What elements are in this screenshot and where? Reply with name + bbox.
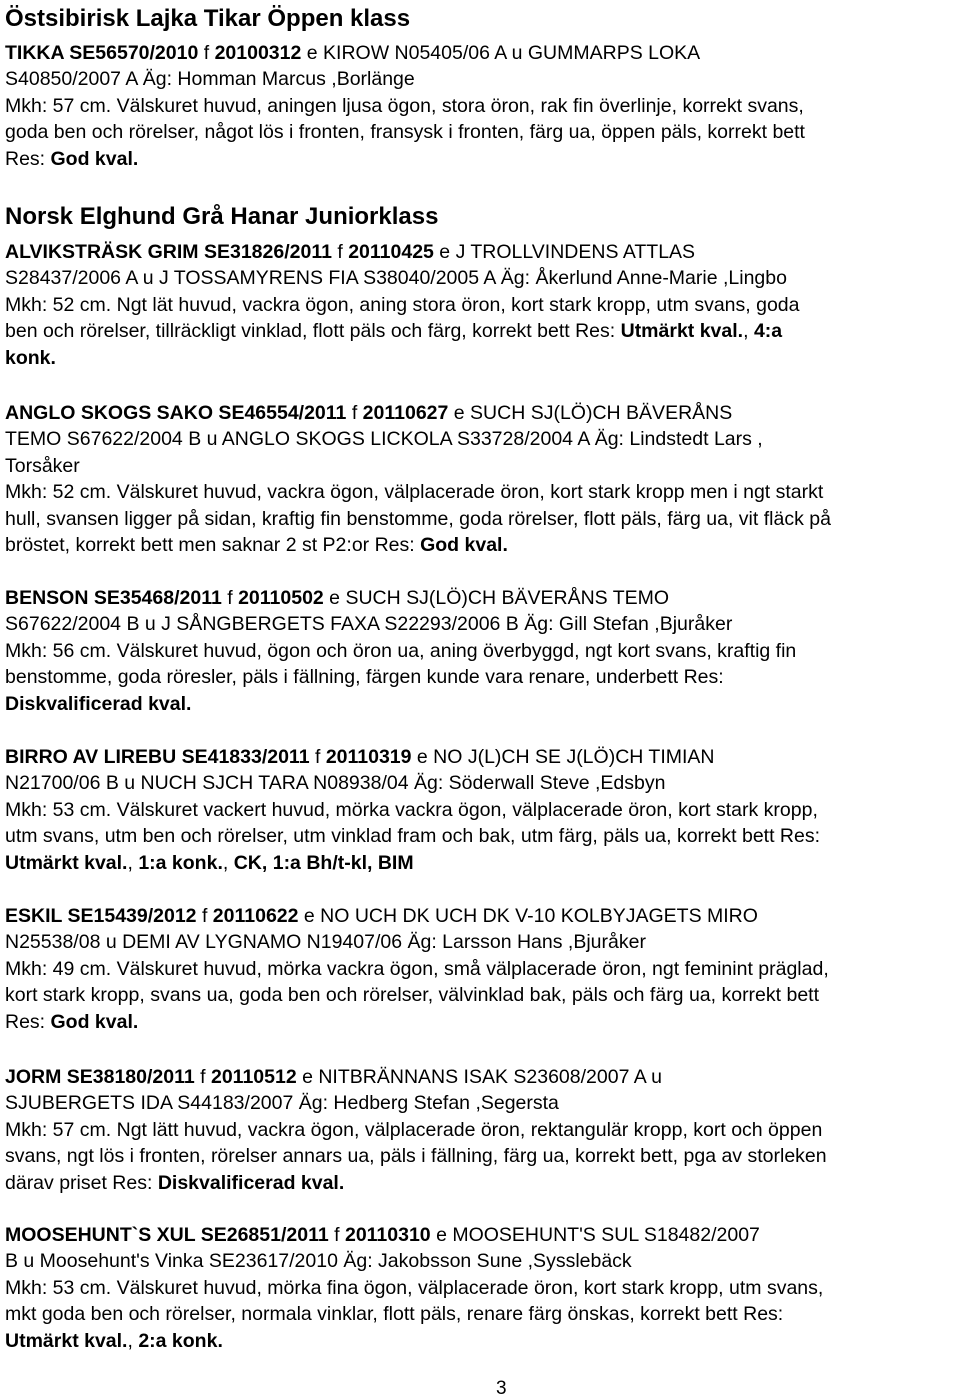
entry-line xyxy=(5,265,960,291)
bold-text: God kval. xyxy=(420,533,508,556)
body-text: f xyxy=(196,905,213,927)
body-text: S28437/2006 A u J TOSSAMYRENS FIA S38040/2005 A Äg: Åkerlund Anne-Marie ,Lingbo xyxy=(5,267,787,290)
entry-line xyxy=(5,611,960,637)
section-title: Norsk Elghund Grå Hanar Juniorklass xyxy=(5,203,439,230)
entry-line xyxy=(5,40,960,66)
entry-line xyxy=(5,664,960,690)
body-text: Mkh: 57 cm. Välskuret huvud, aningen ljusa ögon, stora öron, rak fin överlinje, korrekt svans, xyxy=(5,94,804,117)
entry-line xyxy=(5,453,960,479)
entry-line xyxy=(5,770,960,796)
entry-line xyxy=(5,982,960,1008)
body-text: Torsåker xyxy=(5,454,80,477)
body-text: e SUCH SJ(LÖ)CH BÄVERÅNS TEMO xyxy=(323,587,670,609)
body-text: , xyxy=(127,851,139,874)
entry-line xyxy=(5,691,960,717)
body-text: , xyxy=(743,320,754,343)
bold-text: CK, 1:a Bh/t-kl, BIM xyxy=(233,851,414,874)
bold-text: 20110512 xyxy=(210,1066,297,1088)
bold-text: 20110310 xyxy=(344,1224,431,1246)
body-text: TEMO S67622/2004 B u ANGLO SKOGS LICKOLA S33728/2004 A Äg: Lindstedt Lars , xyxy=(5,428,763,451)
entry-line xyxy=(5,400,960,426)
body-text: goda ben och rörelser, något lös i fronten, fransysk i fronten, färg ua, öppen päls, korrekt bett xyxy=(5,121,805,144)
body-text: e NO J(L)CH SE J(LÖ)CH TIMIAN xyxy=(411,746,715,768)
entry-line xyxy=(5,1090,960,1116)
body-text: Mkh: 52 cm. Välskuret huvud, vackra ögon, välplacerade öron, kort stark kropp men i ngt starkt xyxy=(5,481,824,504)
body-text: e NITBRÄNNANS ISAK S23608/2007 A u xyxy=(296,1066,662,1088)
body-text: benstomme, goda röresler, päls i fällning, färgen kunde vara renare, underbett Res: xyxy=(5,666,724,689)
body-text: bröstet, korrekt bett men saknar 2 st P2:or Res: xyxy=(5,533,421,556)
entry-birro-av-lirebu xyxy=(5,744,960,876)
body-text: kort stark kropp, svans ua, goda ben och rörelser, välvinklad bak, päls och färg ua, korrekt bett xyxy=(5,984,820,1007)
entry-line xyxy=(5,823,960,849)
body-text: Mkh: 56 cm. Välskuret huvud, ögon och öron ua, aning överbyggd, ngt kort svans, kraftig fin xyxy=(5,639,797,662)
bold-text: 2:a konk. xyxy=(138,1329,223,1352)
body-text: f xyxy=(198,42,215,64)
body-text: svans, ngt lös i fronten, rörelser annars ua, päls i fällning, färg ua, korrekt bett, pga av storleken xyxy=(5,1145,827,1168)
body-text: Mkh: 53 cm. Välskuret huvud, mörka fina ögon, välplacerade öron, kort stark kropp, utm svans, xyxy=(5,1276,824,1299)
body-text: Mkh: 52 cm. Ngt lät huvud, vackra ögon, aning stora öron, kort stark kropp, utm svans, goda xyxy=(5,293,800,316)
body-text: e MOOSEHUNT'S SUL S18482/2007 xyxy=(430,1224,760,1246)
entry-line xyxy=(5,744,960,770)
entry-line xyxy=(5,1301,960,1327)
entry-line xyxy=(5,1222,960,1248)
bold-text: Diskvalificerad kval. xyxy=(5,692,192,715)
bold-text: 20110627 xyxy=(362,402,449,424)
body-text: S40850/2007 A Äg: Homman Marcus ,Borlänge xyxy=(5,68,415,91)
entry-line xyxy=(5,506,960,532)
entry-line xyxy=(5,1143,960,1169)
bold-text: God kval. xyxy=(50,1010,139,1033)
body-text: Mkh: 49 cm. Välskuret huvud, mörka vackra ögon, små välplacerade öron, ngt feminint präglad, xyxy=(5,957,829,980)
entry-line xyxy=(5,345,960,371)
body-text: f xyxy=(309,746,326,768)
body-text: Mkh: 53 cm. Välskuret vackert huvud, mörka vackra ögon, välplacerade öron, kort stark kropp, xyxy=(5,798,818,821)
entry-anglo-skogs-sako xyxy=(5,400,960,558)
bold-text: 4:a xyxy=(753,320,783,343)
entry-line xyxy=(5,850,960,876)
body-text: f xyxy=(194,1066,211,1088)
body-text: e J TROLLVINDENS ATTLAS xyxy=(433,241,696,263)
entry-line xyxy=(5,66,960,92)
body-text: mkt goda ben och rörelser, normala vinklar, flott päls, renare färg önskas, korrekt bett Res: xyxy=(5,1303,784,1326)
entry-line xyxy=(5,929,960,955)
entry-jorm xyxy=(5,1064,960,1196)
bold-text: ALVIKSTRÄSK GRIM SE31826/2011 xyxy=(5,241,332,263)
entry-line xyxy=(5,479,960,505)
bold-text: BENSON SE35468/2011 xyxy=(5,587,222,609)
bold-text: Utmärkt kval. xyxy=(5,851,128,874)
bold-text: Utmärkt kval. xyxy=(5,1329,128,1352)
entry-line xyxy=(5,1117,960,1143)
body-text: utm svans, utm ben och rörelser, utm vinklad fram och bak, utm färg, päls ua, korrekt bett Res: xyxy=(5,825,821,848)
bold-text: konk. xyxy=(5,346,56,369)
entry-line xyxy=(5,239,960,265)
body-text: , xyxy=(127,1329,139,1352)
body-text: B u Moosehunt's Vinka SE23617/2010 Äg: Jakobsson Sune ,Sysslebäck xyxy=(5,1250,632,1273)
body-text: f xyxy=(221,587,239,609)
entry-line xyxy=(5,585,960,611)
entry-moosehunts-xul xyxy=(5,1222,960,1354)
entry-line xyxy=(5,292,960,318)
entry-line xyxy=(5,119,960,145)
entry-line xyxy=(5,1275,960,1301)
bold-text: 20110502 xyxy=(238,587,324,609)
bold-text: JORM SE38180/2011 xyxy=(5,1066,195,1088)
entry-line xyxy=(5,1328,960,1354)
bold-text: 20110319 xyxy=(325,746,412,768)
bold-text: ESKIL SE15439/2012 xyxy=(5,905,197,927)
entry-line xyxy=(5,532,960,558)
bold-text: Utmärkt kval. xyxy=(620,320,744,343)
body-text: N25538/08 u DEMI AV LYGNAMO N19407/06 Äg: Larsson Hans ,Bjuråker xyxy=(5,931,646,954)
bold-text: ANGLO SKOGS SAKO SE46554/2011 xyxy=(5,402,347,424)
body-text: N21700/06 B u NUCH SJCH TARA N08938/04 Äg: Söderwall Steve ,Edsbyn xyxy=(5,772,666,795)
section-title: Östsibirisk Lajka Tikar Öppen klass xyxy=(5,5,411,32)
body-text: S67622/2004 B u J SÅNGBERGETS FAXA S22293/2006 B Äg: Gill Stefan ,Bjuråker xyxy=(5,613,733,636)
body-text: Res: xyxy=(5,147,51,170)
body-text: , xyxy=(222,851,234,874)
body-text: f xyxy=(328,1224,345,1246)
body-text: e NO UCH DK UCH DK V-10 KOLBYJAGETS MIRO xyxy=(298,905,758,927)
entry-line xyxy=(5,1009,960,1035)
entry-line xyxy=(5,93,960,119)
entry-eskil xyxy=(5,903,960,1035)
entry-line xyxy=(5,318,960,344)
body-text: ben och rörelser, tillräckligt vinklad, flott päls och färg, korrekt bett Res: xyxy=(5,320,621,343)
bold-text: God kval. xyxy=(50,147,139,170)
body-text: Res: xyxy=(5,1010,51,1033)
body-text: Mkh: 57 cm. Ngt lätt huvud, vackra ögon, välplacerade öron, rektangulär kropp, kort och öppen xyxy=(5,1118,823,1141)
body-text: hull, svansen ligger på sidan, kraftig fin benstomme, goda rörelser, flott päls, färg ua, vit fläck på xyxy=(5,507,831,530)
bold-text: 20110622 xyxy=(212,905,299,927)
body-text: f xyxy=(331,241,349,263)
entry-benson xyxy=(5,585,960,717)
bold-text: MOOSEHUNT`S XUL SE26851/2011 xyxy=(5,1224,329,1246)
bold-text: BIRRO AV LIREBU SE41833/2011 xyxy=(5,746,310,768)
body-text: e SUCH SJ(LÖ)CH BÄVERÅNS xyxy=(448,402,733,424)
entry-line xyxy=(5,146,960,172)
entry-line xyxy=(5,426,960,452)
entry-line xyxy=(5,1170,960,1196)
bold-text: 20100312 xyxy=(214,42,302,64)
page-number: 3 xyxy=(496,1378,507,1399)
bold-text: Diskvalificerad kval. xyxy=(157,1171,345,1194)
body-text: f xyxy=(346,402,363,424)
entry-line xyxy=(5,638,960,664)
entry-alviksträsk-grim xyxy=(5,239,960,371)
entry-line xyxy=(5,956,960,982)
entry-line xyxy=(5,797,960,823)
entry-tikka xyxy=(5,40,960,172)
entry-line xyxy=(5,1248,960,1274)
bold-text: 20110425 xyxy=(348,241,434,263)
bold-text: TIKKA SE56570/2010 xyxy=(5,42,199,64)
entry-line xyxy=(5,1064,960,1090)
body-text: SJUBERGETS IDA S44183/2007 Äg: Hedberg Stefan ,Segersta xyxy=(5,1092,559,1115)
body-text: e KIROW N05405/06 A u GUMMARPS LOKA xyxy=(301,42,701,64)
entry-line xyxy=(5,903,960,929)
body-text: därav priset Res: xyxy=(5,1171,158,1194)
bold-text: 1:a konk. xyxy=(138,851,223,874)
